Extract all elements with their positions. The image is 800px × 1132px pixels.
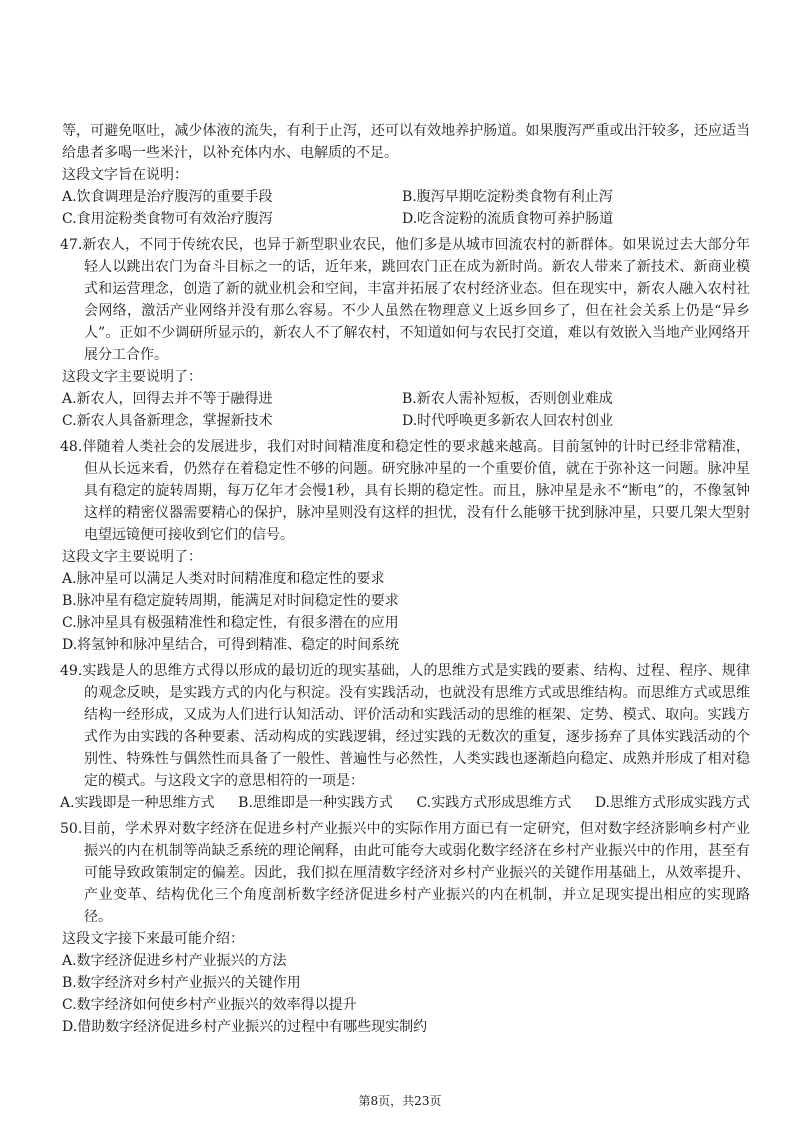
option-d: D.借助数字经济促进乡村产业振兴的过程中有哪些现实制约 [62, 1019, 428, 1035]
option-a: A.实践即是一种思维方式 [60, 795, 215, 811]
page-number: 第8页，共23页 [358, 1094, 442, 1108]
option-b: B.数字经济对乡村产业振兴的关键作用 [62, 975, 301, 991]
option-a: A.数字经济促进乡村产业振兴的方法 [62, 953, 287, 969]
page-content [60, 120, 750, 1038]
option-d: D.将氢钟和脉冲星结合，可得到精准、稳定的时间系统 [62, 637, 400, 653]
options-list [60, 950, 750, 1038]
option-c: C.实践方式形成思维方式 [416, 795, 572, 811]
option-d: D.吃含淀粉的流质食物可养护肠道 [402, 211, 614, 227]
option-b: B.新农人需补短板，否则创业难成 [402, 391, 613, 407]
passage-text: 47.新农人，不同于传统农民，也异于新型职业农民，他们多是从城市回流农村的新群体。如果说过去大部分年轻人以跳出农门为奋斗目标之一的话，近年来，跳回农门正在成为新时尚。新农人带来了新技术、新商业模式和运营理念，创造了新的就业机会和空间，丰富并拓展了农村经济业态。但在现实中，新农人融入农村社会网络，激活产业网络并没有那么容易。不少人虽然在物理意义上返乡回乡了，但在社会关系上仍是“异乡人”。正如不少调研所显示的，新农人不了解农村，不知道如何与农民打交道，难以有效嵌入当地产业网络开展分工合作。 [60, 237, 750, 363]
question-prompt: 这段文字主要说明了： [62, 369, 202, 385]
option-a: A.脉冲星可以满足人类对时间精准度和稳定性的要求 [62, 571, 385, 587]
question-48 [60, 436, 750, 656]
question-prompt: 这段文字主要说明了： [62, 549, 202, 565]
question-prompt: 这段文字旨在说明： [62, 167, 188, 183]
passage-text: 等，可避免呕吐，减少体液的流失，有利于止泻，还可以有效地养护肠道。如果腹泻严重或出汗较多，还应适当给患者多喝一些米汁，以补充体内水、电解质的不足。 [62, 123, 750, 161]
option-c: C.新农人具备新理念，掌握新技术 [62, 413, 273, 429]
option-c: C.数字经济如何使乡村产业振兴的效率得以提升 [62, 997, 357, 1013]
option-a: A.新农人，回得去并不等于融得进 [62, 391, 273, 407]
options-grid [60, 388, 750, 432]
option-b: B.思维即是一种实践方式 [238, 795, 393, 811]
option-b: B.脉冲星有稳定旋转周期，能满足对时间稳定性的要求 [62, 593, 399, 609]
passage-text: 48.伴随着人类社会的发展进步，我们对时间精准度和稳定性的要求越来越高。目前氢钟的计时已经非常精准，但从长远来看，仍然存在着稳定性不够的问题。研究脉冲星的一个重要价值，就在于弥补这一问题。脉冲星具有稳定的旋转周期，每万亿年才会慢1秒，具有长期的稳定性。而且，脉冲星是永不“断电”的，不像氢钟这样的精密仪器需要精心的保护，脉冲星则没有这样的担忧，没有什么能够干扰到脉冲星，只要几架大型射电望远镜便可接收到它们的信号。 [60, 439, 750, 543]
option-b: B.腹泻早期吃淀粉类食物有利止泻 [402, 189, 613, 205]
option-c: C.食用淀粉类食物可有效治疗腹泻 [62, 211, 273, 227]
options-list [60, 568, 750, 656]
option-d: D.思维方式形成实践方式 [594, 795, 750, 811]
options-row [60, 792, 750, 814]
option-a: A.饮食调理是治疗腹泻的重要手段 [62, 189, 273, 205]
question-47 [60, 234, 750, 432]
passage-text: 50.目前，学术界对数字经济在促进乡村产业振兴中的实际作用方面已有一定研究，但对数字经济影响乡村产业振兴的内在机制等尚缺乏系统的理论阐释，由此可能夸大或弱化数字经济在乡村产业振兴中的作用，甚至有可能导致政策制定的偏差。因此，我们拟在厘清数字经济对乡村产业振兴的关键作用基础上，从效率提升、产业变革、结构优化三个角度剖析数字经济促进乡村产业振兴的内在机制，并立足现实提出相应的实现路径。 [60, 821, 750, 925]
option-c: C.脉冲星具有极强精准性和稳定性，有很多潜在的应用 [62, 615, 399, 631]
passage-text: 49.实践是人的思维方式得以形成的最切近的现实基础，人的思维方式是实践的要素、结构、过程、程序、规律的观念反映，是实践方式的内化与积淀。没有实践活动，也就没有思维方式或思维结构。而思维方式或思维结构一经形成，又成为人们进行认知活动、评价活动和实践活动的思维的框架、定势、模式、取向。实践方式作为由实践的各种要素、活动构成的实践逻辑，经过实践的无数次的重复，逐步扬弃了具体实践活动的个别性、特殊性与偶然性而具备了一般性、普遍性与必然性，人类实践也逐渐趋向稳定、成熟并形成了相对稳定的模式。与这段文字的意思相符的一项是： [60, 663, 750, 789]
question-49 [60, 660, 750, 814]
question-50 [60, 818, 750, 1038]
question-prompt: 这段文字接下来最可能介绍： [62, 931, 244, 947]
question-46 [60, 120, 750, 230]
options-grid [60, 186, 750, 230]
option-d: D.时代呼唤更多新农人回农村创业 [402, 413, 614, 429]
